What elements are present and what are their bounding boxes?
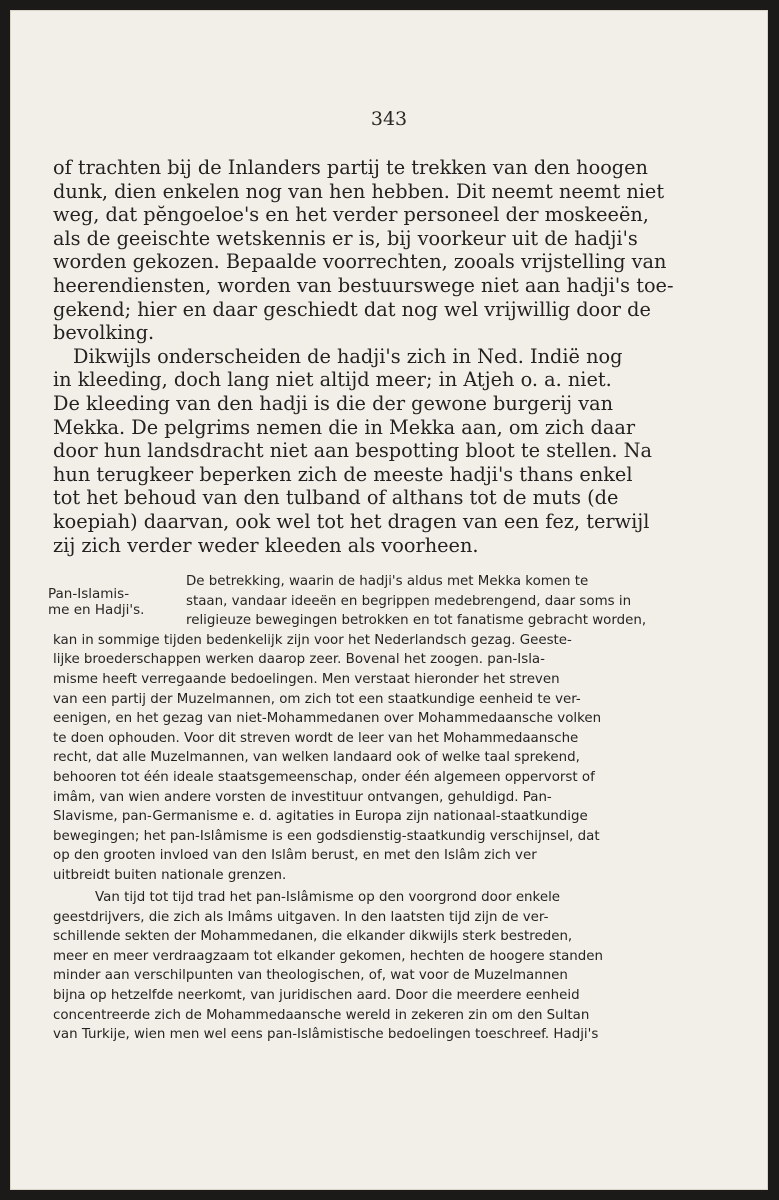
text-line: koepiah) daarvan, ook wel tot het dragen van een fez, terwijl — [53, 509, 650, 533]
small-text-line: religieuze bewegingen betrokken en tot fanatisme gebracht worden, — [186, 613, 647, 629]
text-line: tot het behoud van den tulband of althans tot de muts (de — [53, 486, 619, 510]
small-text-line: bijna op hetzelfde neerkomt, van juridischen aard. Door die meerdere eenheid — [53, 987, 580, 1003]
text-line: of trachten bij de Inlanders partij te trekken van den hoogen — [53, 156, 648, 179]
small-text-line: bewegingen; het pan-Islâmisme is een godsdienstig-staatkundig verschijnsel, dat — [53, 828, 600, 844]
page-number: 343 — [370, 108, 408, 130]
small-text-line: op den grooten invloed van den Islâm berust, en met den Islâm zich ver — [53, 848, 537, 864]
small-text-line: Van tijd tot tijd trad het pan-Islâmisme op den voorgrond door enkele — [95, 890, 561, 905]
text-line: gekend; hier en daar geschiedt dat nog wel vrijwillig door de — [53, 297, 651, 321]
small-text-line: meer en meer verdraagzaam tot elkander gekomen, hechten de hoogere standen — [53, 948, 604, 964]
small-text-line: lijke broederschappen werken daarop zeer. Bovenal het zoogen. pan-Isla- — [53, 652, 545, 668]
main-paragraphs — [53, 156, 723, 557]
small-text-line: misme heeft verregaande bedoelingen. Men verstaat hieronder het streven — [53, 671, 560, 687]
text-line: worden gekozen. Bepaalde voorrechten, zooals vrijstelling van — [53, 250, 667, 274]
small-text-line: eenigen, en het gezag van niet-Mohammedanen over Mohammedaansche volken — [53, 711, 602, 727]
small-text-line: staan, vandaar ideeën en begrippen medebrengend, daar soms in — [186, 593, 632, 609]
small-text-line: De betrekking, waarin de hadji's aldus met Mekka komen te — [186, 574, 589, 589]
text-line: heerendiensten, worden van bestuurswege niet aan hadji's toe- — [53, 273, 674, 297]
text-line: Mekka. De pelgrims nemen die in Mekka aan, om zich daar — [53, 415, 636, 439]
text-line: door hun landsdracht niet aan bespotting bloot te stellen. Na — [53, 439, 653, 463]
text-line: De kleeding van den hadji is die der gewone burgerij van — [53, 391, 614, 415]
text-line: Dikwijls onderscheiden de hadji's zich in Ned. Indië nog — [73, 344, 623, 368]
margin-note-line: me en Hadji's. — [48, 602, 145, 618]
small-text-line: te doen ophouden. Voor dit streven wordt de leer van het Mohammedaansche — [53, 730, 579, 746]
small-text-line: schillende sekten der Mohammedanen, die elkander dikwijls sterk bestreden, — [53, 929, 573, 945]
text-line: als de geeischte wetskennis er is, bij voorkeur uit de hadji's — [53, 226, 638, 250]
text-line: zij zich verder weder kleeden als voorheen. — [53, 533, 479, 557]
text-line: in kleeding, doch lang niet altijd meer; in Atjeh o. a. niet. — [53, 368, 612, 392]
text-line: dunk, dien enkelen nog van hen hebben. Dit neemt neemt niet — [53, 179, 665, 203]
text-line: weg, dat pĕngoeloe's en het verder personeel der moskeeën, — [53, 203, 649, 227]
small-text-line: geestdrijvers, die zich als Imâms uitgaven. In den laatsten tijd zijn de ver- — [53, 909, 549, 925]
text-line: hun terugkeer beperken zich de meeste hadji's thans enkel — [53, 462, 633, 486]
small-text-line: concentreerde zich de Mohammedaansche wereld in zekeren zin om den Sultan — [53, 1007, 590, 1023]
small-text-line: recht, dat alle Muzelmannen, van welken landaard ook of welke taal sprekend, — [53, 750, 580, 766]
small-text-line: van Turkije, wien men wel eens pan-Islâmistische bedoelingen toeschreef. Hadji's — [53, 1027, 599, 1043]
small-print-paragraph-1 — [53, 572, 723, 886]
small-text-line: imâm, van wien andere vorsten de investituur ontvangen, gehuldigd. Pan- — [53, 789, 552, 805]
margin-note-line: Pan-Islamis- — [48, 586, 130, 602]
small-text-line: minder aan verschilpunten van theologischen, of, wat voor de Muzelmannen — [53, 968, 568, 984]
small-print-paragraph-2 — [53, 888, 723, 1045]
small-text-line: Slavisme, pan-Germanisme e. d. agitaties in Europa zijn nationaal-staatkundige — [53, 809, 588, 825]
book-page — [10, 10, 768, 1190]
small-text-line: behooren tot één ideale staatsgemeenschap, onder één algemeen oppervorst of — [53, 769, 595, 785]
small-text-line: kan in sommige tijden bedenkelijk zijn voor het Nederlandsch gezag. Geeste- — [53, 632, 572, 648]
small-text-line: uitbreidt buiten nationale grenzen. — [53, 867, 287, 883]
text-line: bevolking. — [53, 321, 155, 345]
small-text-line: van een partij der Muzelmannen, om zich tot een staatkundige eenheid te ver- — [53, 691, 581, 707]
